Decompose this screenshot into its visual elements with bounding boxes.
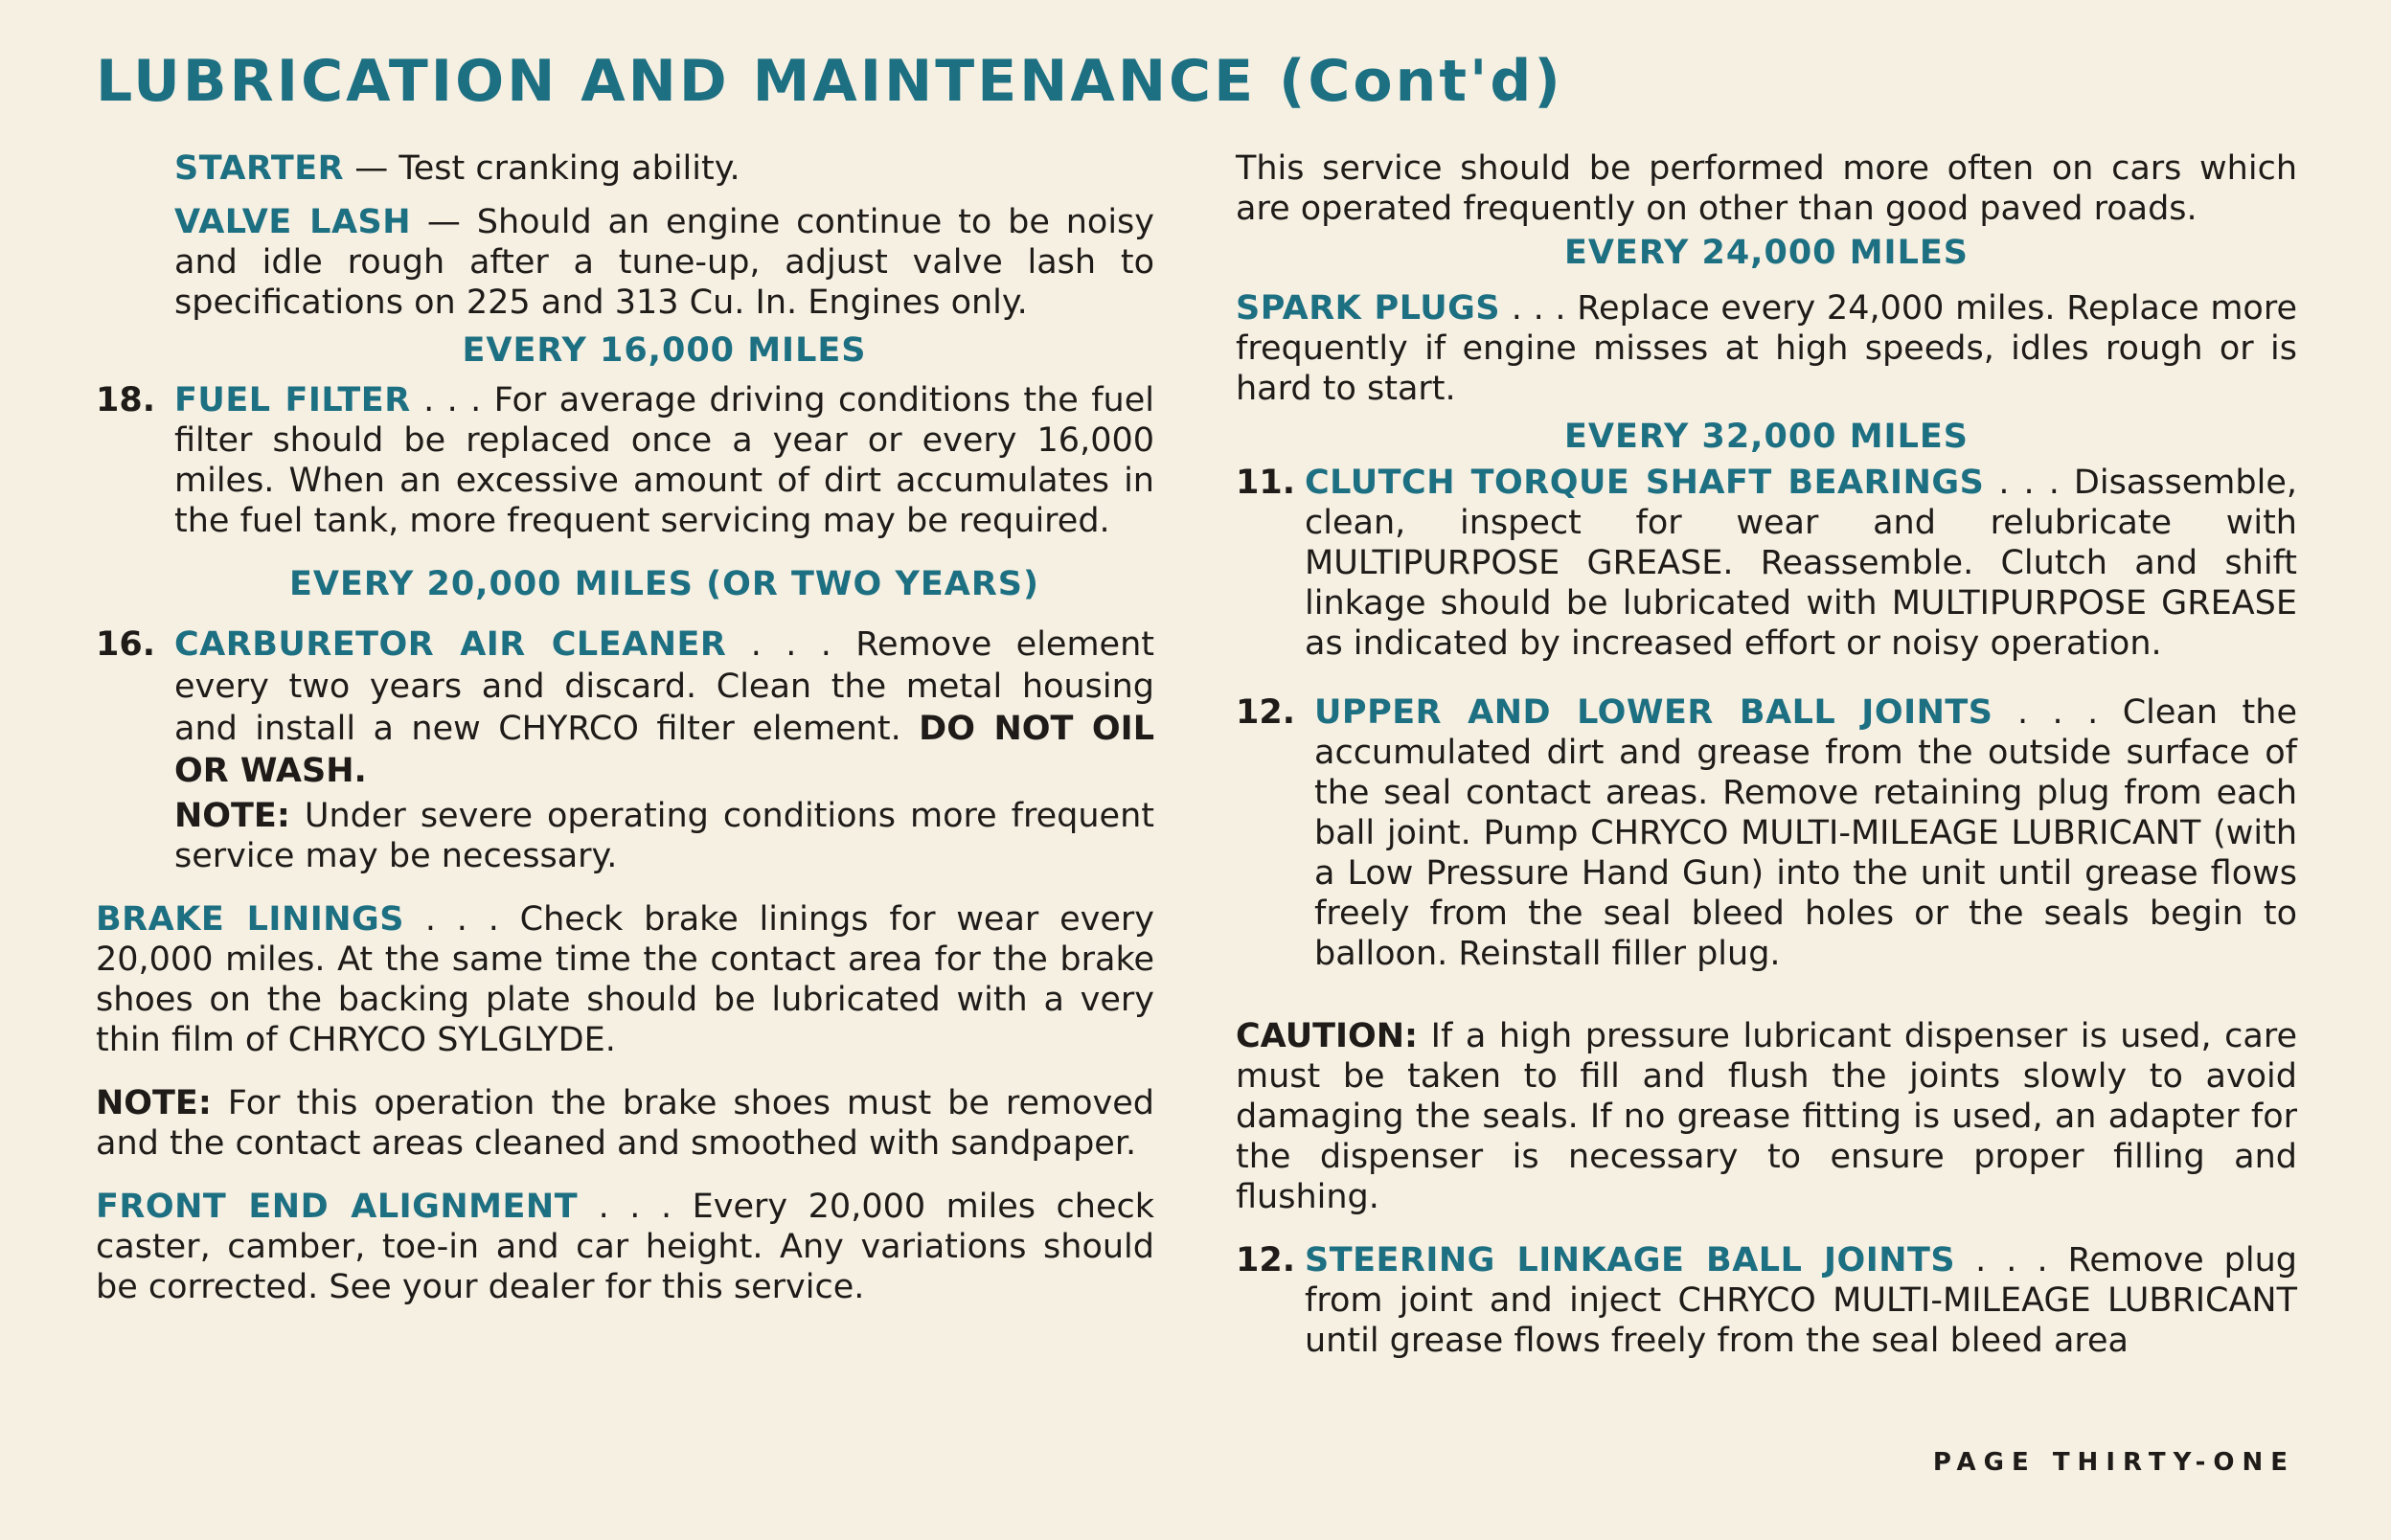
ball-joints-item [1236, 692, 2297, 974]
note-text: Under severe operating conditions more frequent service may be necessary. [174, 797, 1154, 875]
starter-text: — Test cranking ability. [344, 149, 740, 188]
caution-label: CAUTION: [1236, 1017, 1419, 1055]
note-severe-conditions [96, 796, 1154, 876]
note-brake-shoes [96, 1083, 1154, 1164]
brake-linings-paragraph [96, 899, 1154, 1060]
valve-lash-text: — Should an engine continue to be noisy and idle rough after a tune-up, adjust valve lash to specifications on 225 and 313 Cu. In. Engines only. [174, 203, 1154, 322]
valve-lash-keyword: VALVE LASH [174, 203, 412, 241]
heading-24000-miles: EVERY 24,000 MILES [1564, 234, 1969, 272]
note-text: For this operation the brake shoes must be removed and the contact areas cleaned and smoothed with sandpaper. [96, 1084, 1154, 1163]
fuel-filter-number: 18. [96, 381, 156, 419]
note-label: NOTE: [174, 797, 290, 835]
spark-plugs-text: . . . Replace every 24,000 miles. Replace more frequently if engine misses at high speeds, idles rough or is hard to start. [1236, 289, 2298, 408]
ball-joints-keyword: UPPER AND LOWER BALL JOINTS [1314, 693, 1993, 732]
air-cleaner-number: 16. [96, 625, 156, 664]
steering-number: 12. [1236, 1241, 1296, 1280]
front-end-alignment-paragraph [96, 1187, 1154, 1307]
steering-item [1236, 1240, 2297, 1361]
brake-linings-text: . . . Check brake linings for wear every 20,000 miles. At the same time the contact area for the brake shoes on the backing plate should be lubricated with a very thin film of CHRYCO SYLGLYDE. [96, 900, 1154, 1059]
left-column [96, 148, 1154, 1330]
steering-keyword: STEERING LINKAGE BALL JOINTS [1305, 1241, 1956, 1280]
clutch-item [1236, 463, 2297, 664]
air-cleaner-text: . . . Remove element every two years and discard. Clean the metal housing and install a new CHYRCO filter element. [174, 625, 1154, 748]
intro-paragraph: This service should be performed more often on cars which are operated frequently on other than good paved roads. [1236, 149, 2297, 228]
page-title: LUBRICATION AND MAINTENANCE (Cont'd) [96, 48, 1563, 115]
page-number: PAGE THIRTY-ONE [1932, 1448, 2295, 1477]
clutch-keyword: CLUTCH TORQUE SHAFT BEARINGS [1305, 464, 1985, 502]
steering-text: . . . Remove plug from joint and inject CHRYCO MULTI-MILEAGE LUBRICANT until grease flows freely from the seal bleed area [1305, 1241, 2297, 1360]
starter-keyword: STARTER [174, 149, 345, 188]
spark-plugs-keyword: SPARK PLUGS [1236, 289, 1501, 328]
caution-paragraph [1236, 1016, 2297, 1217]
air-cleaner-item [96, 623, 1154, 792]
valve-lash-paragraph [96, 202, 1154, 323]
heading-16000-miles: EVERY 16,000 MILES [462, 331, 867, 370]
fuel-filter-text: . . . For average driving conditions the fuel filter should be replaced once a year or every 16,000 miles. When an excessive amount of dirt accumulates in the fuel tank, more frequent servicing may be required. [174, 381, 1154, 540]
brake-linings-keyword: BRAKE LININGS [96, 900, 404, 939]
ball-joints-number: 12. [1236, 693, 1296, 732]
clutch-number: 11. [1236, 464, 1296, 502]
heading-20000-miles: EVERY 20,000 MILES (OR TWO YEARS) [289, 565, 1039, 603]
note-label: NOTE: [96, 1084, 212, 1122]
right-column [1236, 148, 2297, 1384]
fuel-filter-item [96, 380, 1154, 541]
ball-joints-text: . . . Clean the accumulated dirt and grease from the outside surface of the seal contact areas. Remove retaining plug from each ball joint. Pump CHRYCO MULTI-MILEAGE LUBRICANT (with a Low Pressure Hand Gun) into the unit until grease flows freely from the seal bleed holes or the seals begin to balloon. Reinstall filler plug. [1314, 693, 2297, 973]
air-cleaner-keyword: CARBURETOR AIR CLEANER [174, 625, 727, 664]
fuel-filter-keyword: FUEL FILTER [174, 381, 411, 419]
heading-32000-miles: EVERY 32,000 MILES [1564, 418, 1969, 456]
clutch-text: . . . Disassemble, clean, inspect for wear and relubricate with MULTIPURPOSE GREASE. Reassemble. Clutch and shift linkage should be lubricated with MULTIPURPOSE GREASE as indicated by increased effort or noisy operation. [1305, 464, 2297, 663]
air-cleaner-warning: DO NOT OIL OR WASH. [174, 710, 1154, 790]
caution-text: If a high pressure lubricant dispenser is used, care must be taken to fill and flush the joints slowly to avoid damaging the seals. If no grease fitting is used, an adapter for the dispenser is necessary to ensure proper filling and flushing. [1236, 1017, 2297, 1216]
spark-plugs-paragraph [1236, 288, 2297, 409]
front-end-text: . . . Every 20,000 miles check caster, camber, toe-in and car height. Any variations should be corrected. See your dealer for this service. [96, 1188, 1154, 1306]
front-end-keyword: FRONT END ALIGNMENT [96, 1188, 579, 1226]
starter-paragraph [96, 148, 1154, 189]
